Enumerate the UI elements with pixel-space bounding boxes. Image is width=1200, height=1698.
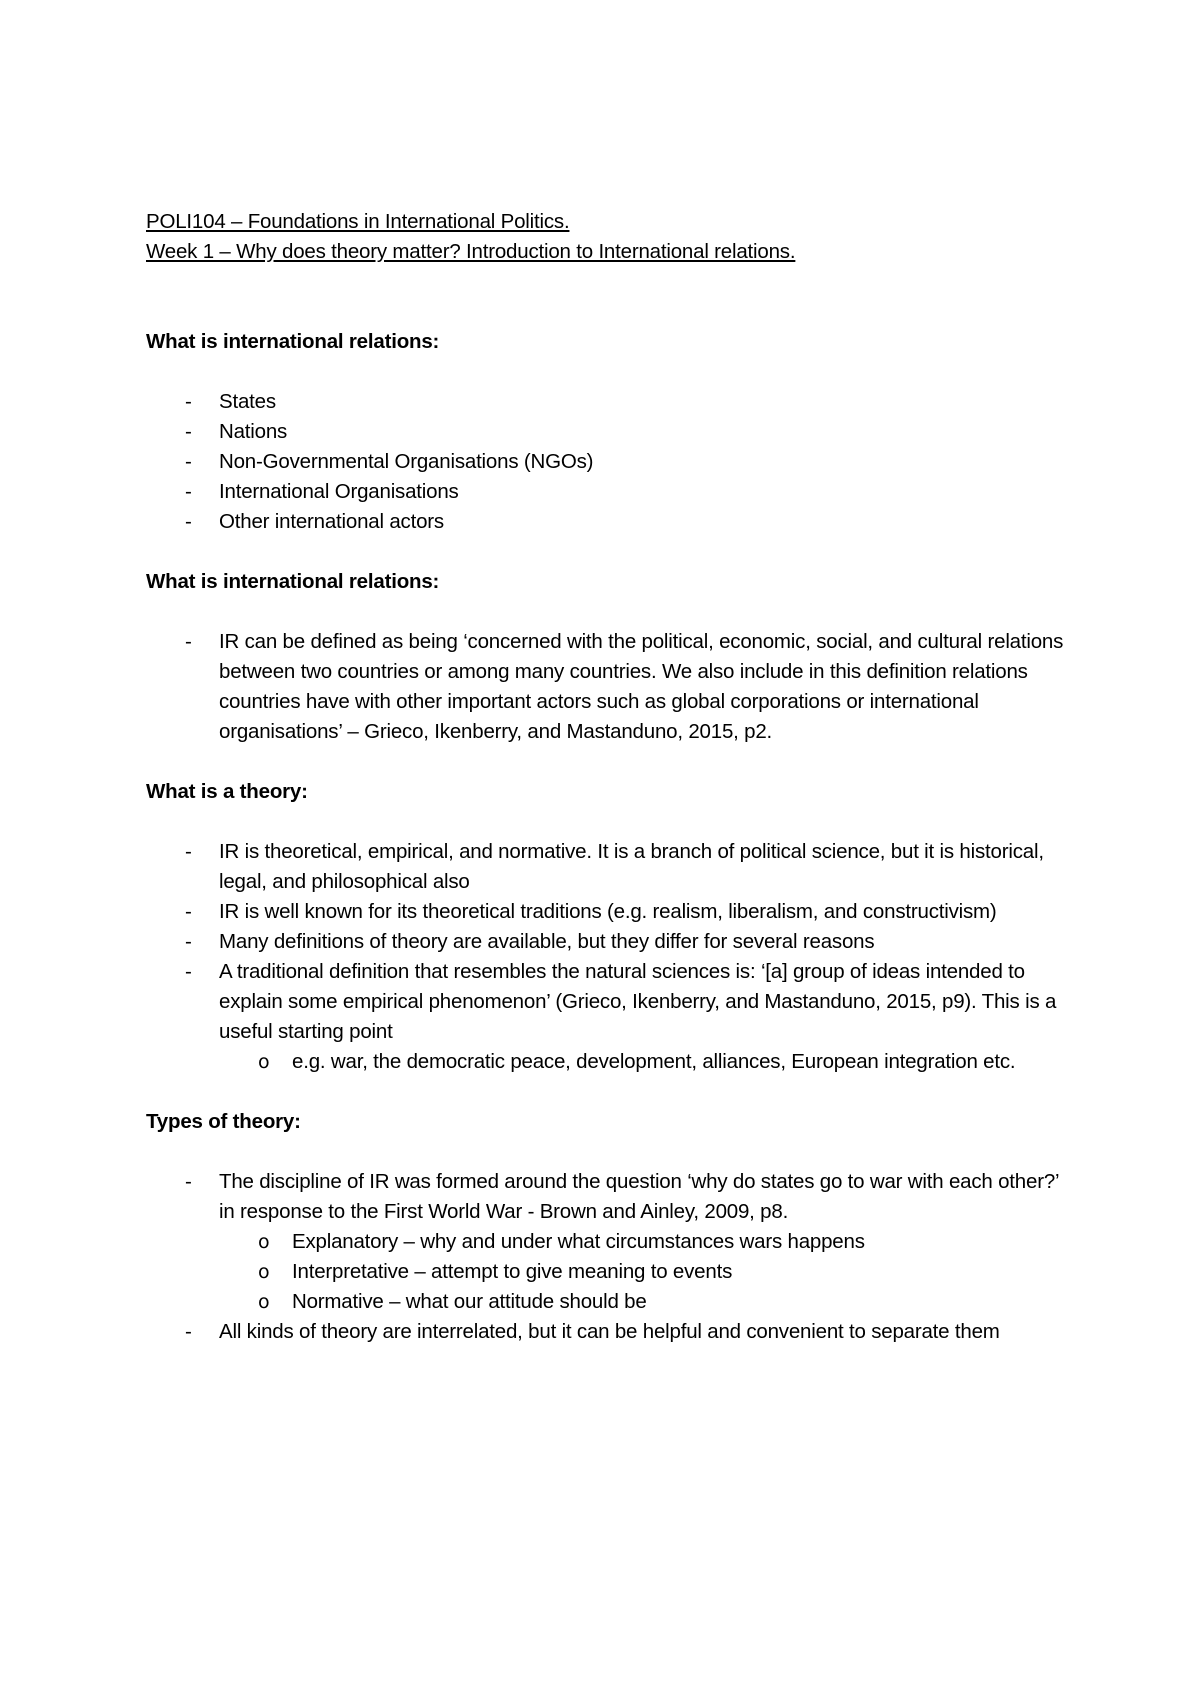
sub-list-item [219, 1227, 1066, 1257]
sub-list-item [219, 1257, 1066, 1287]
course-title: POLI104 – Foundations in International Politics. [146, 210, 570, 233]
dash-bullet: - [185, 480, 192, 503]
dash-bullet: - [185, 1170, 192, 1193]
list-item [146, 387, 1066, 417]
list-item-text: IR is well known for its theoretical traditions (e.g. realism, liberalism, and constructivism) [219, 900, 997, 923]
list-item-text: The discipline of IR was formed around the question ‘why do states go to war with each other?’ in response to the First World War - Brown and Ainley, 2009, p8. [219, 1170, 1059, 1223]
list-item [146, 1167, 1066, 1227]
sub-bullet-list [219, 1047, 1066, 1077]
bullet-list [146, 837, 1066, 1077]
list-item [146, 957, 1066, 1047]
list-item [146, 927, 1066, 957]
section-heading: What is international relations: [146, 570, 440, 593]
list-item-text: Nations [219, 420, 288, 443]
list-item-text: Non-Governmental Organisations (NGOs) [219, 450, 594, 473]
list-item-text: Many definitions of theory are available, but they differ for several reasons [219, 930, 875, 953]
list-item-text: A traditional definition that resembles the natural sciences is: ‘[a] group of ideas intended to explain some empirical phenomenon’ (Grieco, Ikenberry, and Mastanduno, 2015, p9). This is a useful starting point [219, 960, 1057, 1043]
list-item [146, 447, 1066, 477]
sections [146, 327, 1066, 1347]
sub-list-item [219, 1047, 1066, 1077]
section-heading: Types of theory: [146, 1110, 301, 1133]
list-item-text: All kinds of theory are interrelated, but it can be helpful and convenient to separate them [219, 1320, 1000, 1343]
list-item [146, 417, 1066, 447]
dash-bullet: - [185, 630, 192, 653]
sub-list-item [219, 1287, 1066, 1317]
list-item-text: Other international actors [219, 510, 444, 533]
dash-bullet: - [185, 900, 192, 923]
document-body [146, 207, 1066, 1347]
dash-bullet: - [185, 840, 192, 863]
dash-bullet: - [185, 450, 192, 473]
list-item-text: International Organisations [219, 480, 459, 503]
list-item [146, 507, 1066, 537]
circle-bullet: o [258, 1261, 270, 1283]
sub-list-item-text: Explanatory – why and under what circumstances wars happens [292, 1230, 865, 1253]
bullet-list [146, 1167, 1066, 1347]
list-item-text: States [219, 390, 276, 413]
list-item [146, 477, 1066, 507]
list-item-text: IR is theoretical, empirical, and normative. It is a branch of political science, but it is historical, legal, and philosophical also [219, 840, 1044, 893]
week-title: Week 1 – Why does theory matter? Introduction to International relations. [146, 240, 796, 263]
sub-list-item-text: e.g. war, the democratic peace, development, alliances, European integration etc. [292, 1050, 1016, 1073]
sub-list-item-text: Normative – what our attitude should be [292, 1290, 647, 1313]
sub-list-item-text: Interpretative – attempt to give meaning to events [292, 1260, 733, 1283]
dash-bullet: - [185, 930, 192, 953]
dash-bullet: - [185, 1320, 192, 1343]
dash-bullet: - [185, 510, 192, 533]
section-heading: What is international relations: [146, 330, 440, 353]
list-item-text: IR can be defined as being ‘concerned with the political, economic, social, and cultural relations between two countries or among many countries. We also include in this definition relations countries have with other important actors such as global corporations or international organisations’ – Grieco, Ikenberry, and Mastanduno, 2015, p2. [219, 630, 1064, 743]
circle-bullet: o [258, 1051, 270, 1073]
section-heading: What is a theory: [146, 780, 308, 803]
bullet-list [146, 627, 1066, 747]
circle-bullet: o [258, 1291, 270, 1313]
bullet-list [146, 387, 1066, 537]
list-item [146, 627, 1066, 747]
list-item [146, 897, 1066, 927]
sub-bullet-list [219, 1227, 1066, 1317]
dash-bullet: - [185, 390, 192, 413]
dash-bullet: - [185, 420, 192, 443]
circle-bullet: o [258, 1231, 270, 1253]
dash-bullet: - [185, 960, 192, 983]
list-item [146, 1317, 1066, 1347]
list-item [146, 837, 1066, 897]
